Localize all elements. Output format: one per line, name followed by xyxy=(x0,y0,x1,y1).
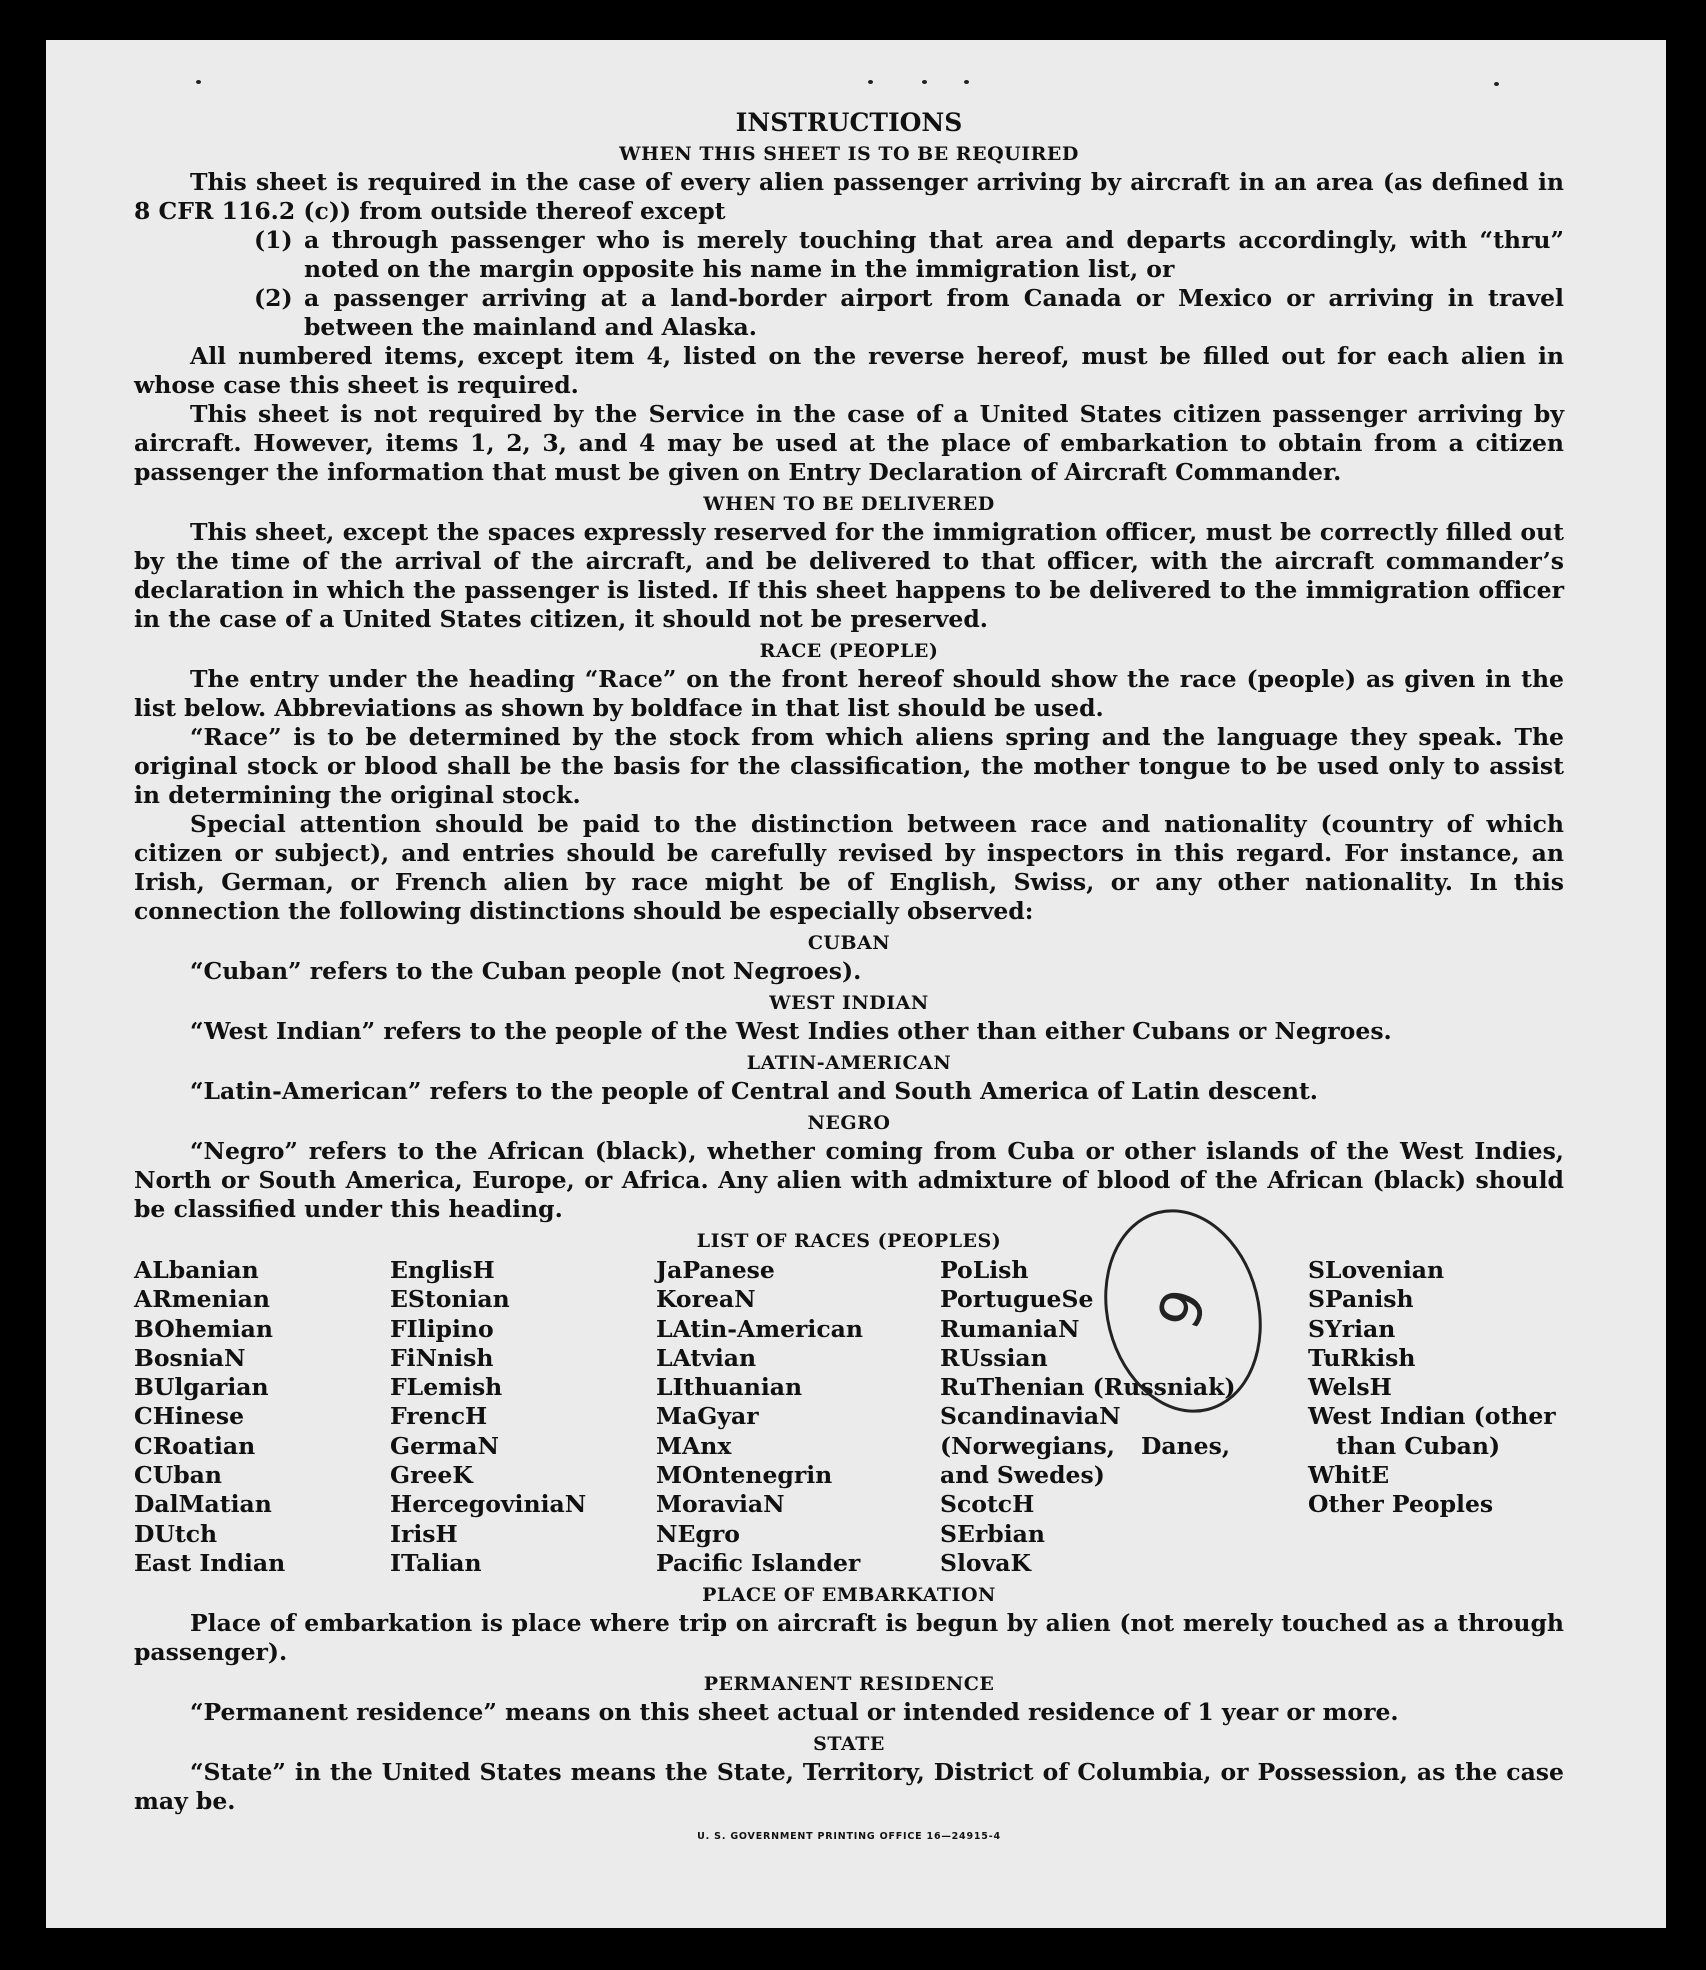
paragraph: Special attention should be paid to the distinction between race and nationality (country of which citizen or subject), and entries should be carefully revised by inspectors in this regard. For instance, an Irish, German, or French alien by race might be of English, Swiss, or any other nationality. In this connection the following distinctions should be especially observed: xyxy=(134,810,1564,925)
race-entry: MAnx xyxy=(656,1431,732,1460)
race-entry: PoLish xyxy=(940,1256,1029,1284)
race-column xyxy=(134,1256,390,1578)
race-entry: GermaN xyxy=(390,1431,499,1460)
race-entry: FIlipino xyxy=(390,1314,494,1343)
race-entry: DUtch xyxy=(134,1519,218,1548)
race-entry: TuRkish xyxy=(1308,1343,1416,1372)
scan-speck xyxy=(1494,82,1499,86)
race-entry-continuation: than Cuban) xyxy=(1336,1431,1501,1460)
race-entry: LAtvian xyxy=(656,1343,757,1372)
list-item xyxy=(254,284,1564,342)
race-entry: DalMatian xyxy=(134,1490,272,1519)
race-entry: MoraviaN xyxy=(656,1490,785,1519)
race-entry: SYrian xyxy=(1308,1314,1396,1343)
race-list xyxy=(134,1256,1564,1578)
paragraph: This sheet is required in the case of every alien passenger arriving by aircraft in an area (as defined in 8 CFR 116.2 (c)) from outside thereof except xyxy=(134,168,1564,225)
race-entry: MOntenegrin xyxy=(656,1461,833,1490)
heading-race: RACE (PEOPLE) xyxy=(759,640,939,662)
paragraph: “Cuban” refers to the Cuban people (not Negroes). xyxy=(190,957,862,985)
item-text: a passenger arriving at a land-border airport from Canada or Mexico or arriving in travel between the mainland and Alaska. xyxy=(304,284,1564,341)
race-entry: FrencH xyxy=(390,1402,488,1431)
race-entry: ScotcH xyxy=(940,1490,1035,1519)
printer-imprint: U. S. GOVERNMENT PRINTING OFFICE 16—24915-4 xyxy=(697,1831,1001,1843)
race-column xyxy=(390,1256,656,1578)
heading-embarkation: PLACE OF EMBARKATION xyxy=(702,1584,996,1607)
race-entry: CRoatian xyxy=(134,1431,256,1460)
race-entry: ScandinaviaN (Norwegians, Danes, and Swedes) xyxy=(940,1402,1230,1490)
race-entry: BUlgarian xyxy=(134,1373,269,1402)
race-entry: WhitE xyxy=(1308,1461,1390,1490)
race-entry: RUssian xyxy=(940,1343,1048,1372)
race-entry: RumaniaN xyxy=(940,1314,1080,1343)
paragraph: “West Indian” refers to the people of the West Indies other than either Cubans or Negroes. xyxy=(190,1017,1392,1045)
race-entry: GreeK xyxy=(390,1461,473,1490)
race-entry: FLemish xyxy=(390,1373,503,1402)
race-column xyxy=(656,1256,940,1578)
race-entry: CHinese xyxy=(134,1402,245,1431)
race-entry: BOhemian xyxy=(134,1314,273,1343)
heading-when-delivered: WHEN TO BE DELIVERED xyxy=(703,493,995,515)
heading-state: STATE xyxy=(813,1733,885,1756)
scan-speck xyxy=(922,80,927,84)
paragraph: “State” in the United States means the State, Territory, District of Columbia, or Possession, as the case may be. xyxy=(134,1758,1564,1816)
race-entry: KoreaN xyxy=(656,1285,756,1314)
scan-speck xyxy=(868,80,873,84)
paragraph: “Latin-American” refers to the people of Central and South America of Latin descent. xyxy=(190,1077,1318,1105)
heading-negro: NEGRO xyxy=(807,1112,891,1134)
list-item xyxy=(254,226,1564,284)
heading-cuban: CUBAN xyxy=(807,932,891,954)
item-number: (1) xyxy=(254,226,293,254)
race-entry: PortugueSe xyxy=(940,1285,1094,1314)
paragraph: “Permanent residence” means on this sheet actual or intended residence of 1 year or more. xyxy=(190,1698,1399,1727)
paragraph: Place of embarkation is place where trip on aircraft is begun by alien (not merely touched as a through passenger). xyxy=(134,1609,1564,1667)
heading-west-indian: WEST INDIAN xyxy=(769,992,929,1014)
heading-when-required: WHEN THIS SHEET IS TO BE REQUIRED xyxy=(619,143,1079,165)
race-entry: WelsH xyxy=(1308,1373,1392,1402)
document-sheet xyxy=(46,40,1666,1928)
item-text: a through passenger who is merely touching that area and departs accordingly, with “thru” noted on the margin opposite his name in the immigration list, or xyxy=(304,226,1564,283)
scan-speck xyxy=(964,80,969,84)
race-entry: SlovaK xyxy=(940,1548,1031,1577)
race-column xyxy=(1308,1256,1564,1578)
heading-latin-american: LATIN-AMERICAN xyxy=(746,1052,952,1074)
race-entry: West Indian (other xyxy=(1308,1402,1556,1431)
heading-permanent-residence: PERMANENT RESIDENCE xyxy=(703,1673,995,1696)
race-entry: ITalian xyxy=(390,1548,482,1577)
race-entry: ARmenian xyxy=(134,1285,270,1314)
item-number: (2) xyxy=(254,284,293,312)
page-title: INSTRUCTIONS xyxy=(735,108,963,137)
race-entry: EStonian xyxy=(390,1285,510,1314)
paragraph: This sheet, except the spaces expressly reserved for the immigration officer, must be correctly filled out by the time of the arrival of the aircraft, and be delivered to that officer, with the aircraft commander’s declaration in which the passenger is listed. If this sheet happens to be delivered to the immigration officer in the case of a United States citizen, it should not be preserved. xyxy=(134,518,1564,633)
race-entry: IrisH xyxy=(390,1519,458,1548)
race-entry: ALbanian xyxy=(134,1256,259,1284)
race-entry: BosniaN xyxy=(134,1343,246,1372)
paragraph: “Negro” refers to the African (black), whether coming from Cuba or other islands of the West Indies, North or South America, Europe, or Africa. Any alien with admixture of blood of the African (black) should be classified under this heading. xyxy=(134,1137,1564,1223)
race-entry: LAtin-American xyxy=(656,1314,863,1343)
handwritten-number: 9 xyxy=(1144,1280,1221,1338)
race-entry: RuThenian (Russniak) xyxy=(940,1373,1236,1402)
heading-list-of-races: LIST OF RACES (PEOPLES) xyxy=(696,1230,1002,1252)
race-entry: SLovenian xyxy=(1308,1256,1445,1284)
paragraph: All numbered items, except item 4, listed on the reverse hereof, must be filled out for each alien in whose case this sheet is required. xyxy=(134,342,1564,399)
race-entry: Pacific Islander xyxy=(656,1548,861,1577)
race-entry: FiNnish xyxy=(390,1343,494,1372)
instructions-content xyxy=(134,108,1564,1851)
race-entry: SPanish xyxy=(1308,1285,1414,1314)
race-entry: LIthuanian xyxy=(656,1373,803,1402)
race-entry: MaGyar xyxy=(656,1402,759,1431)
race-entry: EnglisH xyxy=(390,1256,495,1284)
race-entry: CUban xyxy=(134,1461,222,1490)
paragraph: The entry under the heading “Race” on the front hereof should show the race (people) as given in the list below. Abbreviations as shown by boldface in that list should be used. xyxy=(134,665,1564,722)
race-entry: JaPanese xyxy=(656,1256,775,1284)
race-entry: SErbian xyxy=(940,1519,1045,1548)
race-entry: NEgro xyxy=(656,1519,740,1548)
race-entry: East Indian xyxy=(134,1548,286,1577)
paragraph: This sheet is not required by the Service in the case of a United States citizen passenger arriving by aircraft. However, items 1, 2, 3, and 4 may be used at the place of embarkation to obtain from a citizen passenger the information that must be given on Entry Declaration of Aircraft Commander. xyxy=(134,400,1564,486)
race-entry: Other Peoples xyxy=(1308,1490,1494,1519)
paragraph: “Race” is to be determined by the stock from which aliens spring and the language they speak. The original stock or blood shall be the basis for the classification, the mother tongue to be used only to assist in determining the original stock. xyxy=(134,723,1564,809)
race-entry: HercegoviniaN xyxy=(390,1490,587,1519)
scan-speck xyxy=(196,80,201,84)
